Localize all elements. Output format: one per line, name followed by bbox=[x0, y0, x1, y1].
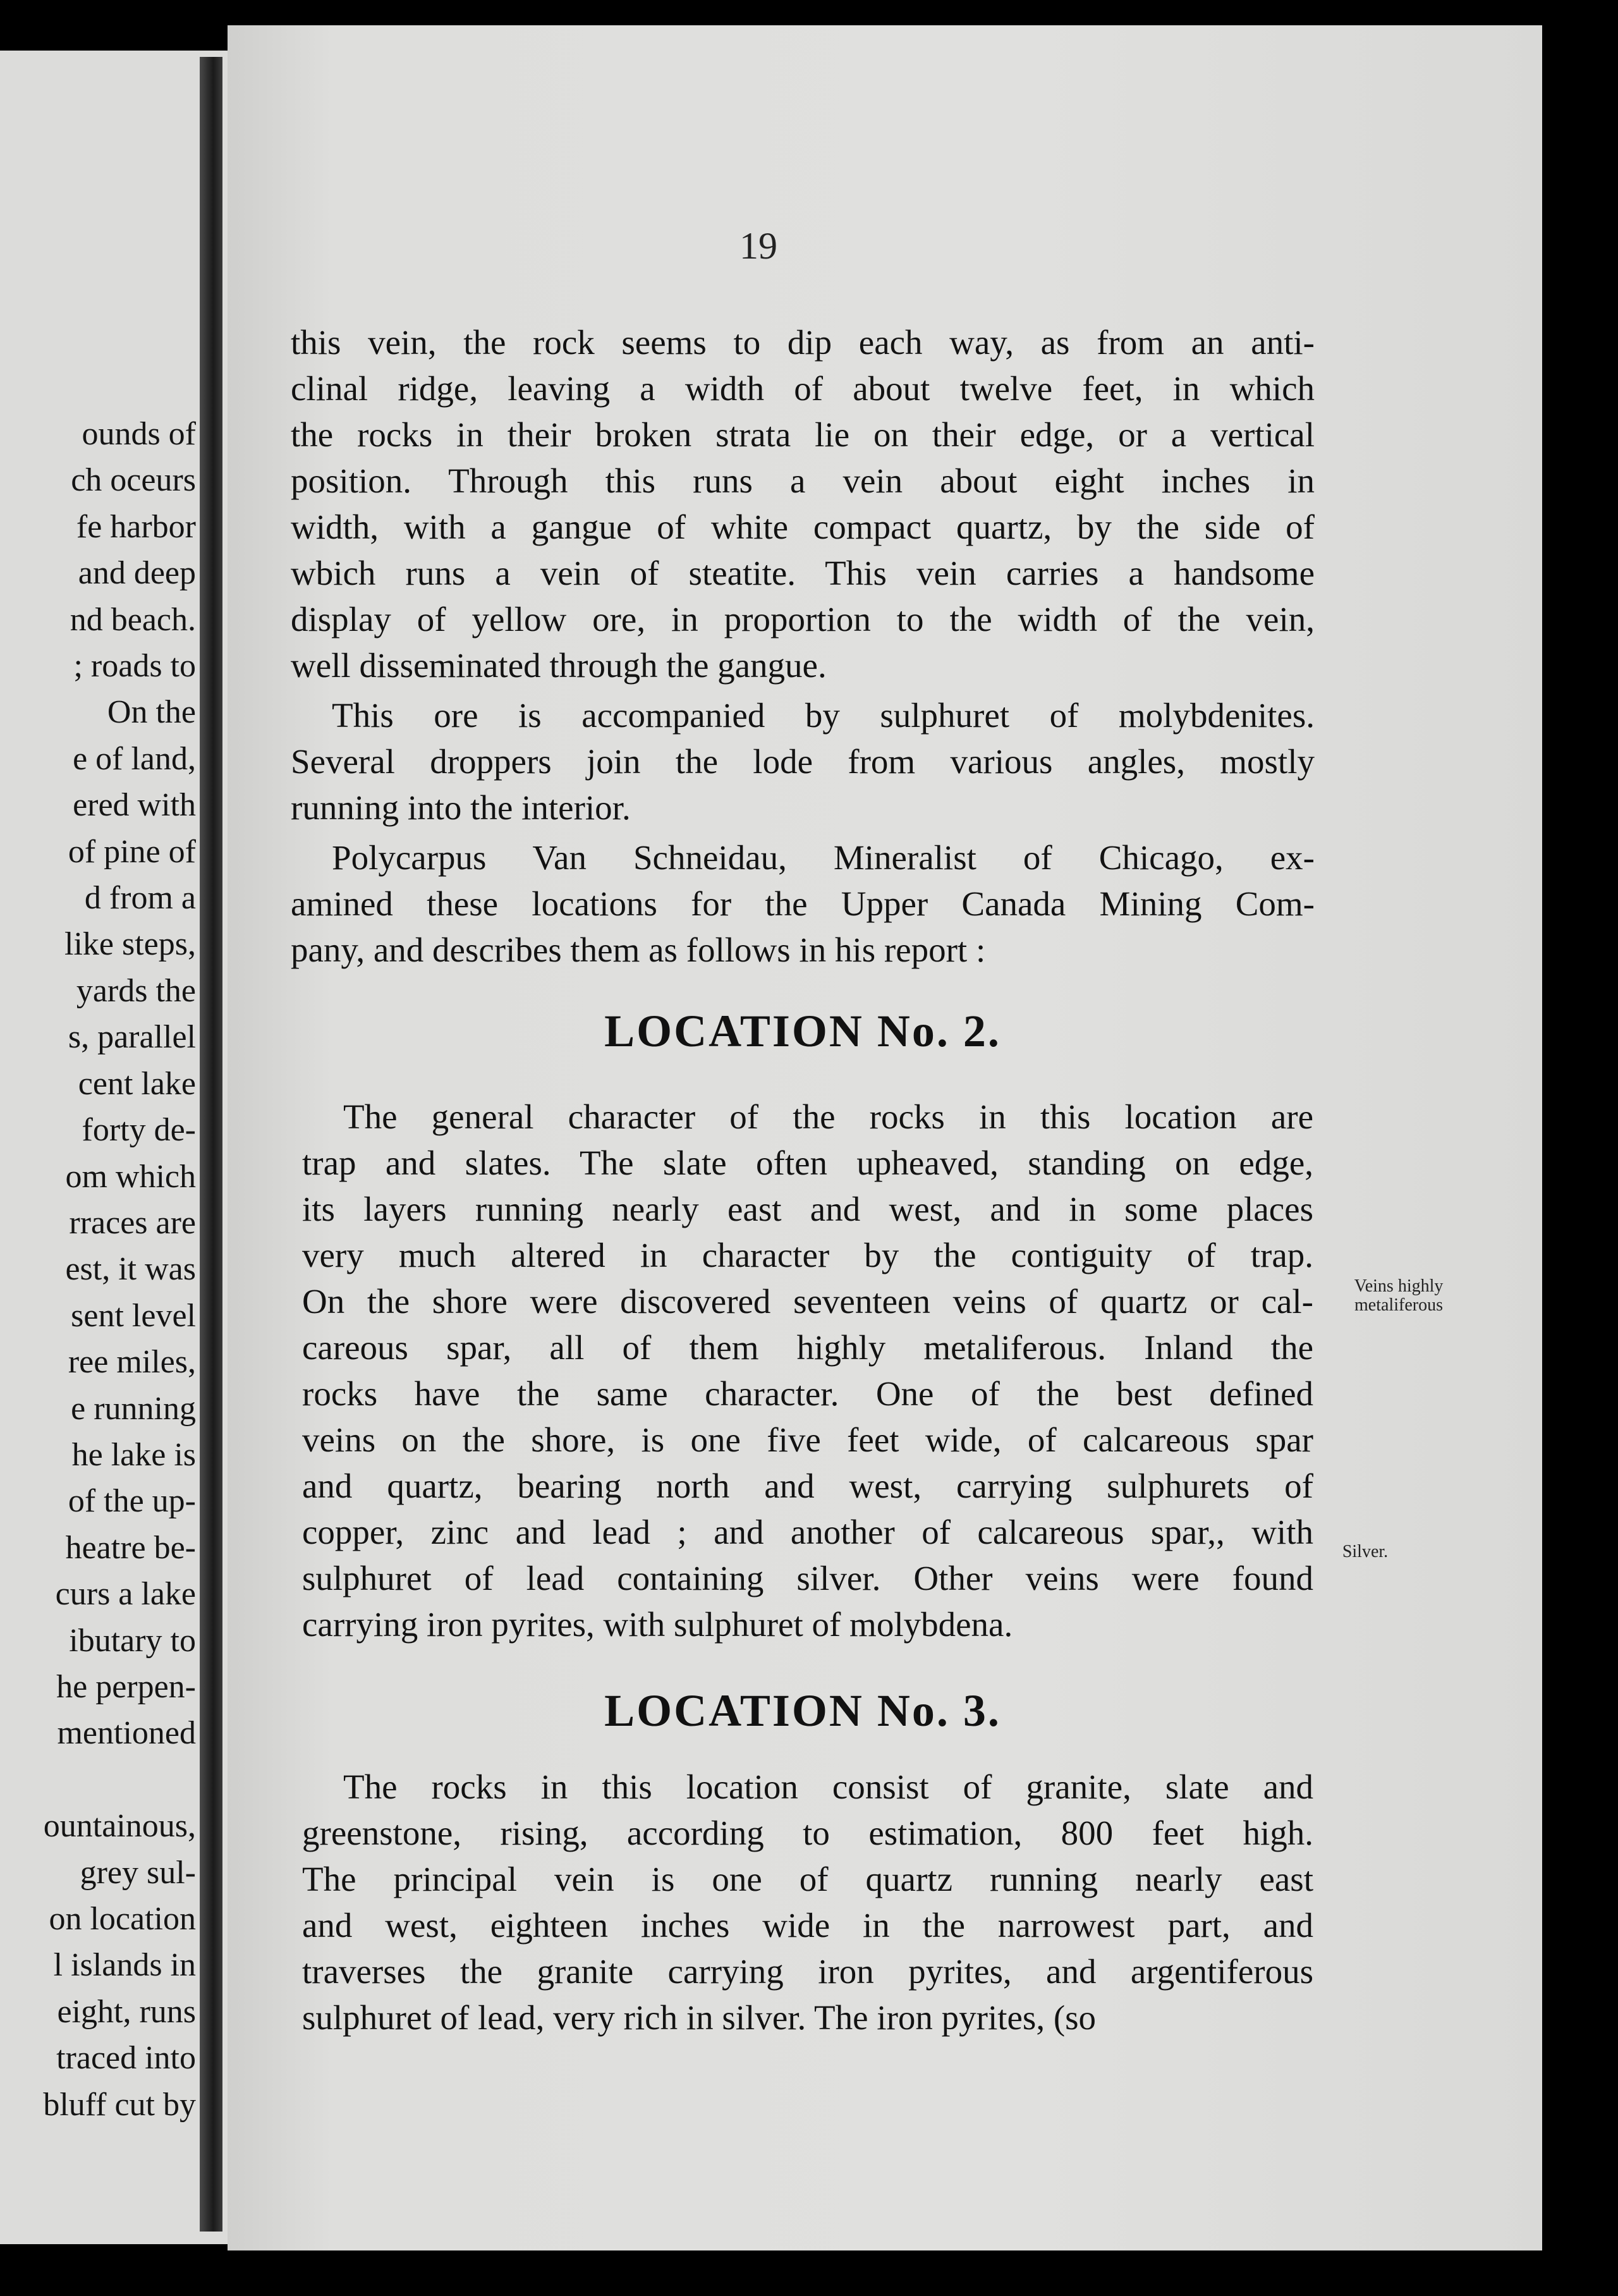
previous-page-line: bluff cut by bbox=[43, 2086, 196, 2123]
previous-page-line: fe harbor bbox=[76, 508, 196, 545]
text-line: The rocks in this location consist of granite, slate and bbox=[343, 1768, 1313, 1806]
text-line: Several droppers join the lode from various angles, mostly bbox=[291, 742, 1315, 781]
previous-page-line: nd beach. bbox=[70, 601, 196, 638]
previous-page-line: forty de- bbox=[82, 1112, 196, 1149]
text-line: rocks have the same character. One of the best defined bbox=[302, 1374, 1313, 1413]
previous-page-line: curs a lake bbox=[55, 1576, 196, 1613]
paragraph-3 bbox=[291, 834, 1315, 973]
text-line: careous spar, all of them highly metaliferous. Inland the bbox=[302, 1328, 1313, 1367]
previous-page-line: on location bbox=[49, 1901, 196, 1937]
text-line: this vein, the rock seems to dip each way, as from an anti- bbox=[291, 323, 1315, 362]
page-number: 19 bbox=[739, 225, 777, 267]
text-line: copper, zinc and lead ; and another of calcareous spar,, with bbox=[302, 1513, 1313, 1551]
previous-page-line: ered with bbox=[73, 787, 196, 824]
text-line: and west, eighteen inches wide in the narrowest part, and bbox=[302, 1906, 1313, 1945]
intro-text bbox=[291, 319, 1315, 973]
text-line: the rocks in their broken strata lie on their edge, or a vertical bbox=[291, 415, 1315, 454]
location-2-text bbox=[302, 1094, 1313, 1647]
text-line: sulphuret of lead containing silver. Other veins were found bbox=[302, 1559, 1313, 1597]
margin-note-veins-line-1: Veins highly bbox=[1354, 1276, 1444, 1296]
previous-page-line: like steps, bbox=[64, 926, 196, 963]
previous-page-line: l islands in bbox=[53, 1947, 196, 1984]
book-gutter bbox=[200, 57, 222, 2232]
previous-page-line: d from a bbox=[84, 880, 196, 917]
previous-page-line: of pine of bbox=[68, 833, 196, 870]
location-3-heading: LOCATION No. 3. bbox=[604, 1685, 1001, 1736]
text-line: This ore is accompanied by sulphuret of molybdenites. bbox=[332, 696, 1315, 735]
text-line: well disseminated through the gangue. bbox=[291, 646, 827, 685]
previous-page-line: cent lake bbox=[78, 1065, 196, 1102]
text-line: sulphuret of lead, very rich in silver. The iron pyrites, (so bbox=[302, 1998, 1097, 2037]
previous-page-line: e of land, bbox=[73, 740, 196, 777]
text-line: very much altered in character by the contiguity of trap. bbox=[302, 1236, 1313, 1274]
previous-page-line: ree miles, bbox=[68, 1344, 196, 1381]
margin-note-veins-line-2: metaliferous bbox=[1354, 1295, 1443, 1315]
previous-page-line: he perpen- bbox=[56, 1668, 196, 1705]
text-line: wbich runs a vein of steatite. This vein carries a handsome bbox=[291, 554, 1315, 592]
paragraph-2 bbox=[291, 692, 1315, 831]
previous-page-line: ounds of bbox=[82, 416, 196, 452]
text-line: clinal ridge, leaving a width of about twelve feet, in which bbox=[291, 369, 1315, 408]
previous-page-line: est, it was bbox=[65, 1251, 196, 1288]
previous-page-line: traced into bbox=[56, 2040, 196, 2077]
previous-page-line: ibutary to bbox=[69, 1622, 196, 1659]
location-2-heading: LOCATION No. 2. bbox=[604, 1006, 1001, 1056]
text-line: and quartz, bearing north and west, carrying sulphurets of bbox=[302, 1467, 1313, 1505]
previous-page-line: ch oceurs bbox=[71, 462, 196, 499]
previous-page-line: ountainous, bbox=[43, 1808, 196, 1845]
text-line: running into the interior. bbox=[291, 788, 631, 827]
text-line: amined these locations for the Upper Canada Mining Com- bbox=[291, 884, 1315, 923]
previous-page-line: om which bbox=[65, 1158, 196, 1195]
previous-page-line: heatre be- bbox=[65, 1529, 196, 1566]
text-line: traverses the granite carrying iron pyrites, and argentiferous bbox=[302, 1952, 1313, 1991]
text-line: On the shore were discovered seventeen veins of quartz or cal- bbox=[302, 1282, 1313, 1321]
text-line: its layers running nearly east and west, and in some places bbox=[302, 1190, 1313, 1228]
previous-page-line: grey sul- bbox=[80, 1854, 196, 1891]
margin-note-veins bbox=[1326, 1277, 1471, 1315]
previous-page-line: e running bbox=[71, 1390, 196, 1427]
text-line: carrying iron pyrites, with sulphuret of molybdena. bbox=[302, 1605, 1013, 1644]
previous-page-line: and deep bbox=[78, 555, 196, 592]
text-line: veins on the shore, is one five feet wide, of calcareous spar bbox=[302, 1420, 1313, 1459]
previous-page-line: sent level bbox=[71, 1297, 196, 1334]
previous-page-line: ; roads to bbox=[73, 648, 196, 685]
previous-page-line: he lake is bbox=[71, 1436, 196, 1473]
text-line: width, with a gangue of white compact quartz, by the side of bbox=[291, 508, 1315, 546]
text-line: pany, and describes them as follows in his report : bbox=[291, 931, 986, 969]
previous-page-text bbox=[43, 411, 196, 2128]
text-line: position. Through this runs a vein about eight inches in bbox=[291, 461, 1315, 500]
previous-page-line: s, parallel bbox=[68, 1019, 196, 1056]
previous-page-line: yards the bbox=[76, 972, 196, 1009]
previous-page-line bbox=[43, 1757, 196, 1803]
previous-page-line: rraces are bbox=[69, 1204, 196, 1241]
previous-page-line: eight, runs bbox=[57, 1993, 196, 2030]
text-line: Polycarpus Van Schneidau, Mineralist of Chicago, ex- bbox=[332, 838, 1315, 877]
text-line: trap and slates. The slate often upheaved, standing on edge, bbox=[302, 1144, 1313, 1182]
text-line: The general character of the rocks in this location are bbox=[343, 1097, 1313, 1136]
previous-page-line: of the up- bbox=[68, 1483, 196, 1520]
paragraph-1 bbox=[291, 319, 1315, 688]
previous-page-line: mentioned bbox=[57, 1715, 196, 1752]
text-line: display of yellow ore, in proportion to the width of the vein, bbox=[291, 600, 1315, 638]
text-line: greenstone, rising, according to estimation, 800 feet high. bbox=[302, 1814, 1313, 1852]
text-line: The principal vein is one of quartz running nearly east bbox=[302, 1860, 1313, 1898]
margin-note-silver: Silver. bbox=[1342, 1542, 1389, 1561]
location-3-text bbox=[302, 1764, 1313, 2041]
previous-page-line: On the bbox=[107, 694, 196, 731]
